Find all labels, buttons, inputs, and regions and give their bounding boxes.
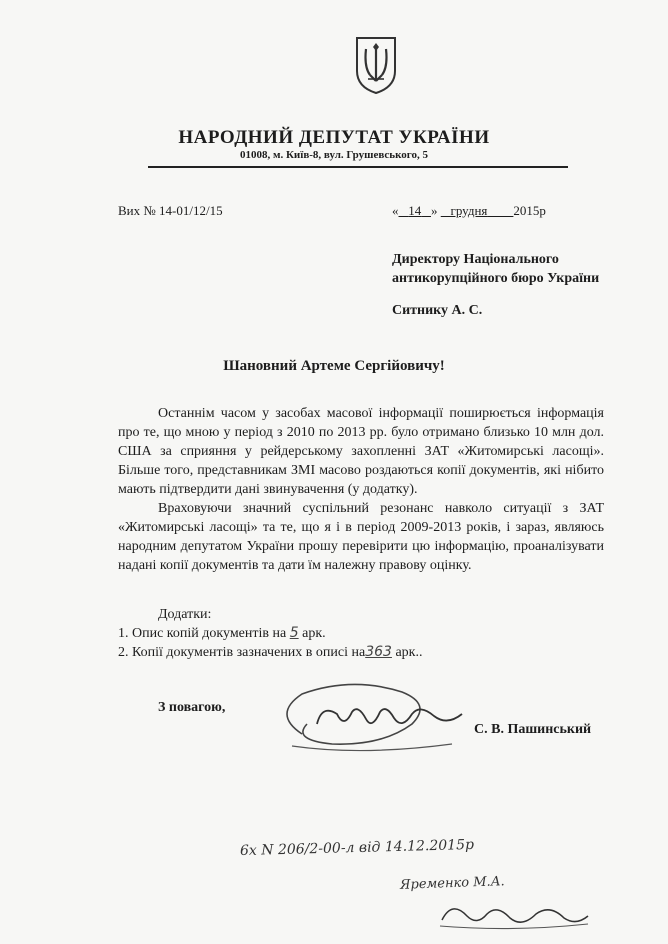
sender-address: 01008, м. Київ-8, вул. Грушевського, 5	[239, 149, 429, 161]
addressee-line2: антикорупційного бюро України	[392, 271, 600, 286]
date-day: 14	[408, 203, 422, 218]
addressee-block	[392, 250, 599, 288]
trident-coat-of-arms-icon	[354, 35, 398, 95]
salutation: Шановний Артеме Сергійовичу!	[223, 358, 445, 374]
body-paragraph-1: Останнім часом у засобах масової інформації поширюється інформація про те, що мною у період з 2010 по 2013 рр. було отримано близько 10 млн дол. США за сприяння у рейдерському захопленні ЗАТ «Житомирські ласощі». Більше того, представникам ЗМІ масово роздаються копії документів, які нібито мають підтвердити дані звинувачення (у додатку).	[118, 406, 604, 497]
outgoing-value: 14-01/12/15	[159, 203, 223, 218]
date-day-close: »	[431, 203, 438, 218]
letter-body	[118, 404, 604, 575]
date-month: грудня	[450, 203, 488, 218]
page-title: НАРОДНИЙ ДЕПУТАТ УКРАЇНИ	[178, 127, 490, 148]
date-day-open: «	[392, 203, 399, 218]
letter-date	[392, 203, 546, 219]
handwritten-signature	[262, 674, 472, 760]
attachments-heading: Додатки:	[158, 607, 212, 622]
outgoing-label: Вих №	[118, 203, 156, 218]
attachment-item-2: 2. Копії документів зазначених в описі на363 арк..	[118, 644, 423, 660]
outgoing-number	[118, 203, 223, 219]
closing-regards: З повагою,	[158, 700, 226, 715]
addressee-name: Ситнику А. С.	[392, 303, 483, 318]
body-paragraph-2: Враховуючи значний суспільний резонанс навколо ситуації з ЗАТ «Житомирські ласощі» та те, що я і в період 2009-2013 років, і зараз, являюсь народним депутатом України прошу перевірити цю інформацію, проаналізувати надані копії документів та дати їм належну правову оцінку.	[118, 501, 604, 573]
receiver-signature	[432, 892, 592, 932]
signer-name: С. В. Пашинський	[474, 722, 592, 737]
addressee-line1: Директору Національного	[392, 252, 559, 267]
attachment-1-count: 5	[289, 625, 299, 641]
header-divider	[148, 166, 568, 168]
attachments-block	[118, 605, 422, 662]
date-year: 2015р	[513, 203, 546, 218]
attachment-item-1: 1. Опис копій документів на 5 арк.	[118, 625, 326, 641]
handwritten-registration-note: 6х N 206/2-00-л від 14.12.2015р	[239, 836, 475, 860]
attachment-2-count: 363	[365, 644, 392, 660]
handwritten-receiver-name: Яременко М.А.	[399, 874, 505, 893]
